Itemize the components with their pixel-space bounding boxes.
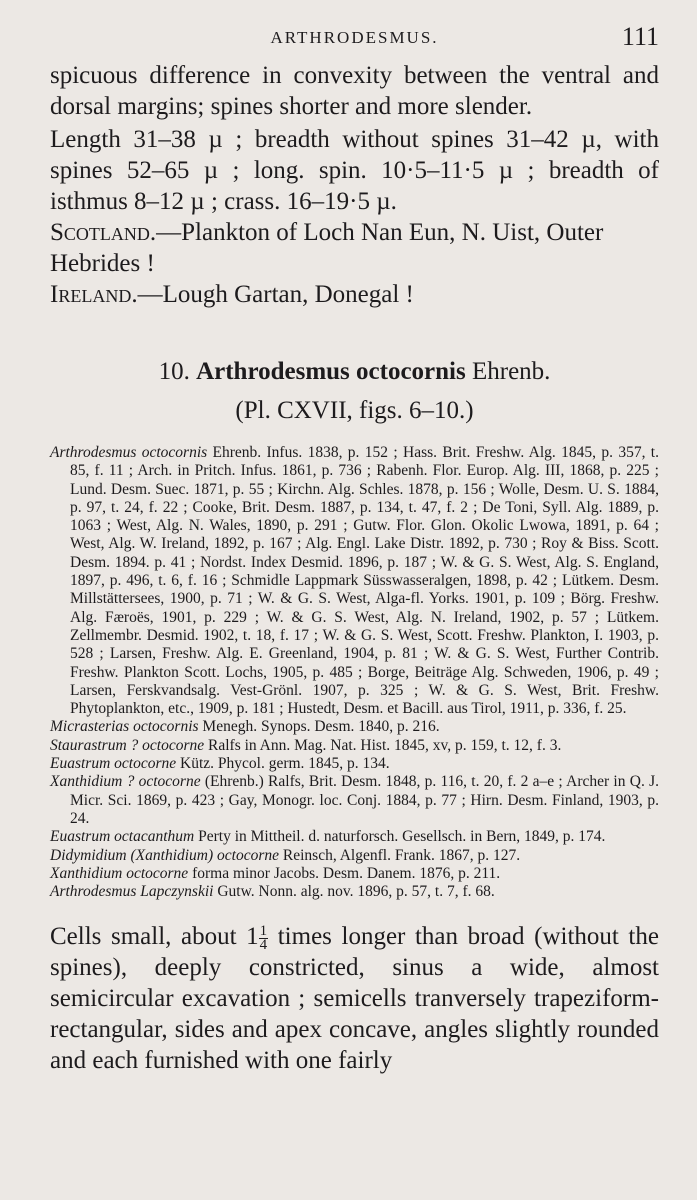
description-rest: times longer than broad (without the spines), deeply constricted, sinus a wide, almost semicircular excavation ; semicells tranversely trapeziform-rectangular, sides and apex concave, angles slightly rounded and each furnished with one fairly bbox=[50, 923, 659, 1075]
synonym-taxon: Xanthidium ? octocorne bbox=[50, 773, 201, 791]
locality-ireland bbox=[50, 279, 659, 310]
synonym-taxon: Arthrodesmus Lapczynskii bbox=[50, 883, 214, 901]
synonym-citation: Menegh. Synops. Desm. 1840, p. 216. bbox=[198, 718, 440, 736]
synonymy-entry bbox=[50, 865, 659, 883]
synonymy-entry bbox=[50, 828, 659, 846]
synonym-citation: Ralfs in Ann. Mag. Nat. Hist. 1845, xv, p. 159, t. 12, f. 3. bbox=[204, 736, 562, 754]
synonymy-entry bbox=[50, 444, 659, 718]
intro-paragraph: spicuous difference in convexity between the ventral and dorsal margins; spines shorter and more slender. bbox=[50, 62, 659, 120]
fraction-numerator: 1 bbox=[259, 923, 268, 940]
species-heading bbox=[50, 356, 659, 387]
synonymy-entry bbox=[50, 737, 659, 755]
synonymy-entry bbox=[50, 755, 659, 773]
synonym-taxon: Micrasterias octocornis bbox=[50, 718, 199, 736]
locality-scotland bbox=[50, 217, 659, 279]
description-paragraph bbox=[50, 921, 659, 1076]
synonym-citation: Perty in Mittheil. d. naturforsch. Gesellsch. in Bern, 1849, p. 174. bbox=[194, 828, 606, 846]
synonym-taxon: Didymidium (Xanthidium) octocorne bbox=[50, 846, 280, 864]
locality-region: Scotland. bbox=[50, 219, 157, 246]
synonym-citation: (Ehrenb.) Ralfs, Brit. Desm. 1848, p. 116, t. 20, f. 2 a–e ; Archer in Q. J. Micr. Sci. 1869, p. 423 ; Gay, Monogr. loc. Conj. 1884, p. 77 ; Hirn. Desm. Finland, 1903, p. 24. bbox=[70, 773, 659, 827]
synonym-citation: Kütz. Phycol. germ. 1845, p. 134. bbox=[176, 755, 390, 773]
measurements-paragraph bbox=[50, 124, 659, 217]
species-authority: Ehrenb. bbox=[471, 358, 551, 385]
measurements-text: Length 31–38 µ ; breadth without spines 31–42 µ, with spines 52–65 µ ; long. spin. 10·5–11·5 µ ; breadth of isthmus 8–12 µ ; crass. 16–19·5 µ. bbox=[50, 126, 659, 215]
synonymy-entry bbox=[50, 847, 659, 865]
synonym-taxon: Xanthidium octocorne bbox=[50, 864, 189, 882]
synonymy-entry bbox=[50, 883, 659, 901]
synonym-citation: Gutw. Nonn. alg. nov. 1896, p. 57, t. 7, f. 68. bbox=[213, 883, 495, 901]
synonym-taxon: Arthrodesmus octocornis bbox=[50, 444, 208, 461]
synonym-taxon: Euastrum octacanthum bbox=[50, 828, 195, 846]
running-header bbox=[50, 0, 659, 60]
synonymy-entry bbox=[50, 773, 659, 828]
species-name: Arthrodesmus octocornis bbox=[196, 358, 466, 385]
description-start: Cells small, about 1 bbox=[50, 923, 259, 951]
fraction-denominator: 4 bbox=[259, 937, 268, 954]
synonymy-list bbox=[50, 444, 659, 901]
locality-text: —Lough Gartan, Donegal ! bbox=[137, 281, 414, 308]
synonym-taxon: Euastrum octocorne bbox=[50, 755, 177, 773]
locality-region: Ireland. bbox=[50, 281, 138, 308]
fraction bbox=[259, 925, 269, 952]
synonym-citation: Ehrenb. Infus. 1838, p. 152 ; Hass. Brit. Freshw. Alg. 1845, p. 357, t. 85, f. 11 ; Arch. in Pritch. Infus. 1861, p. 736 ; Rabenh. Flor. Europ. Alg. III, 1868, p. 225 ; Lund. Desm. Suec. 1871, p. 55 ; Kirchn. Alg. Schles. 1878, p. 156 ; Wolle, Desm. U. S. 1884, p. 97, t. 24, f. 22 ; Cooke, Brit. Desm. 1887, p. 134, t. 47, f. 2 ; De Toni, Syll. Alg. 1889, p. 1063 ; West, Alg. N. Wales, 1890, p. 291 ; Gutw. Flor. Glon. Okolic Lwowa, 1891, p. 64 ; West, Alg. W. Ireland, 1892, p. 167 ; Alg. Engl. Lake Distr. 1892, p. 730 ; Roy & Biss. Scott. Desm. 1894. p. 41 ; Nordst. Index Desmid. 1896, p. 187 ; W. & G. S. West, Alg. S. England, 1897, p. 496, t. 6, f. 16 ; Schmidle Lappmark Süsswasseralgen, 1898, p. 42 ; Lütkem. Desm. Millstättersees, 1900, p. 71 ; W. & G. S. West, Alga-fl. Yorks. 1901, p. 109 ; Börg. Freshw. Alg. Færoës, 1901, p. 229 ; W. & G. S. West, Alg. N. Ireland, 1902, p. 57 ; Lütkem. Zellmembr. Desmid. 1902, t. 18, f. 17 ; W. & G. S. West, Scott. Freshw. Plankton, I. 1903, p. 528 ; Larsen, Freshw. Alg. E. Greenland, 1904, p. 81 ; W. & G. S. West, Further Contrib. Freshw. Plankton Scott. Lochs, 1905, p. 485 ; Borge, Beiträge Alg. Schweden, 1906, p. 49 ; Larsen, Ferskvandsalg. Vest-Grönl. 1907, p. 325 ; W. & G. S. West, Brit. Freshw. Phytoplankton, etc., 1909, p. 181 ; Hustedt, Desm. et Bacill. aus Tirol, 1911, p. 336, f. 25. bbox=[70, 444, 659, 718]
synonymy-entry bbox=[50, 718, 659, 736]
locality-text: —Plankton of Loch Nan Eun, N. Uist, Outer Hebrides ! bbox=[50, 219, 604, 277]
synonym-citation: Reinsch, Algenfl. Frank. 1867, p. 127. bbox=[279, 846, 521, 864]
page-number: 111 bbox=[621, 22, 659, 51]
running-title: ARTHRODESMUS. bbox=[270, 28, 439, 47]
synonym-citation: forma minor Jacobs. Desm. Danem. 1876, p. 211. bbox=[188, 864, 501, 882]
plate-reference: (Pl. CXVII, figs. 6–10.) bbox=[235, 397, 474, 424]
synonym-taxon: Staurastrum ? octocorne bbox=[50, 736, 205, 754]
species-number: 10. bbox=[158, 358, 190, 385]
